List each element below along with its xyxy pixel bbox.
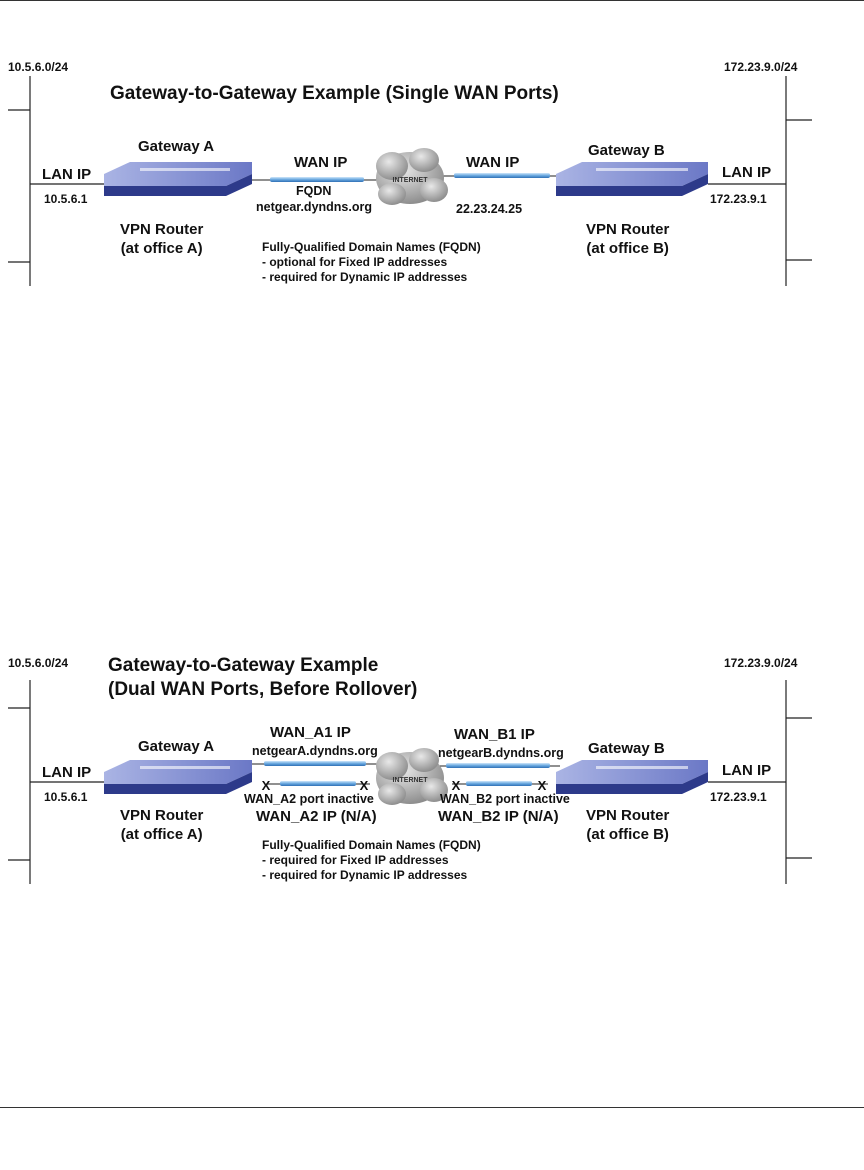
fqdn-notes	[262, 838, 481, 883]
router-b-line-1: VPN Router	[586, 221, 670, 238]
footer-rule	[0, 1107, 864, 1108]
lan-ip-label-a: LAN IP	[42, 764, 92, 781]
diagram-title	[108, 654, 417, 702]
diagram-title: Gateway-to-Gateway Example (Single WAN Ports)	[110, 83, 559, 104]
wan-a2-inactive-mark-right: X	[359, 778, 369, 793]
notes-line-1: Fully-Qualified Domain Names (FQDN)	[262, 240, 481, 254]
lan-ip-label-b: LAN IP	[722, 762, 772, 779]
router-b-label	[586, 220, 669, 258]
diagram-title-line-1: Gateway-to-Gateway Example	[108, 655, 379, 676]
diagram-title-line-2: (Dual WAN Ports, Before Rollover)	[108, 679, 418, 700]
wan-b1-cable	[446, 763, 550, 768]
gateway-b-label: Gateway B	[588, 740, 665, 757]
router-b-icon	[556, 162, 708, 196]
right-network-label: 172.23.9.0/24	[724, 60, 798, 74]
notes-line-2: - required for Fixed IP addresses	[262, 853, 449, 867]
gateway-a-label: Gateway A	[138, 738, 215, 755]
left-network-label: 10.5.6.0/24	[8, 656, 69, 670]
wan-ip-label-a: WAN IP	[294, 154, 348, 171]
diagram-single-wan	[0, 50, 864, 350]
wan-link-b-cable	[454, 173, 550, 178]
lan-ip-label-b: LAN IP	[722, 164, 772, 181]
router-b-label	[586, 806, 669, 844]
fqdn-a: netgear.dyndns.org	[256, 200, 372, 214]
fqdn-notes	[262, 240, 481, 285]
internet-cloud-icon	[376, 148, 448, 205]
lan-ip-a: 10.5.6.1	[44, 790, 88, 804]
lan-ip-b: 172.23.9.1	[710, 790, 767, 804]
router-a-icon	[104, 760, 252, 794]
wan-b1-fqdn: netgearB.dyndns.org	[438, 746, 564, 760]
gateway-b-label: Gateway B	[588, 142, 665, 159]
router-b-line-2: (at office B)	[586, 826, 669, 843]
internet-cloud-label: INTERNET	[392, 777, 428, 784]
lan-ip-label-a: LAN IP	[42, 166, 92, 183]
fqdn-label: FQDN	[296, 184, 332, 198]
notes-line-2: - optional for Fixed IP addresses	[262, 255, 448, 269]
right-network-label: 172.23.9.0/24	[724, 656, 798, 670]
header-rule	[0, 0, 864, 1]
diagram-dual-wan	[0, 650, 864, 950]
wan-ip-label-b: WAN IP	[466, 154, 520, 171]
router-a-label	[120, 220, 203, 258]
router-b-line-1: VPN Router	[586, 807, 670, 824]
router-a-icon	[104, 162, 252, 196]
router-a-label	[120, 806, 203, 844]
lan-ip-a: 10.5.6.1	[44, 192, 88, 206]
wan-a1-label: WAN_A1 IP	[270, 724, 351, 741]
notes-line-3: - required for Dynamic IP addresses	[262, 868, 468, 882]
lan-ip-b: 172.23.9.1	[710, 192, 767, 206]
wan-a2-status: WAN_A2 port inactive	[244, 792, 374, 806]
router-a-line-2: (at office A)	[120, 240, 203, 257]
router-b-icon	[556, 760, 708, 794]
left-network-label: 10.5.6.0/24	[8, 60, 69, 74]
wan-a2-inactive-mark-left: X	[261, 778, 271, 793]
notes-line-3: - required for Dynamic IP addresses	[262, 270, 468, 284]
router-a-line-1: VPN Router	[120, 221, 204, 238]
router-a-line-1: VPN Router	[120, 807, 204, 824]
router-a-line-2: (at office A)	[120, 826, 203, 843]
notes-line-1: Fully-Qualified Domain Names (FQDN)	[262, 838, 481, 852]
wan-b2-status: WAN_B2 port inactive	[440, 792, 570, 806]
wan-b2-inactive-mark-right: X	[537, 778, 547, 793]
wan-a1-cable	[264, 761, 366, 766]
wan-b2-inactive-mark-left: X	[451, 778, 461, 793]
gateway-a-label: Gateway A	[138, 138, 215, 155]
wan-b2-label: WAN_B2 IP (N/A)	[438, 808, 559, 825]
wan-ip-b: 22.23.24.25	[456, 202, 523, 216]
wan-b2-cable	[466, 781, 532, 786]
wan-a2-cable	[280, 781, 356, 786]
wan-a2-label: WAN_A2 IP (N/A)	[256, 808, 377, 825]
wan-a1-fqdn: netgearA.dyndns.org	[252, 744, 378, 758]
wan-b1-label: WAN_B1 IP	[454, 726, 535, 743]
wan-link-a-cable	[270, 177, 364, 182]
router-b-line-2: (at office B)	[586, 240, 669, 257]
internet-cloud-label: INTERNET	[392, 177, 428, 184]
